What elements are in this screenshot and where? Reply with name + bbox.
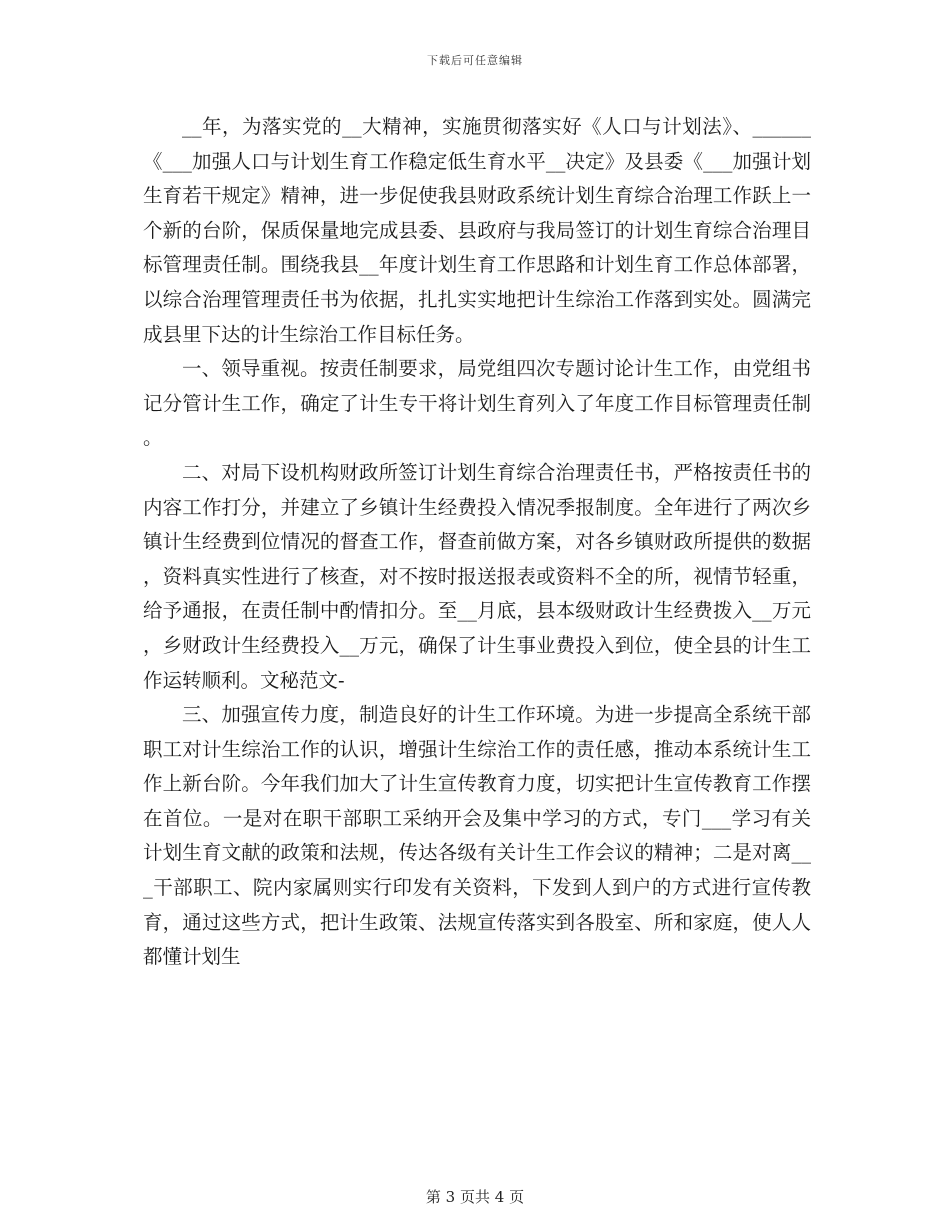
document-body [143, 110, 811, 975]
paragraph-item-1: 一、领导重视。按责任制要求，局党组四次专题讨论计生工作，由党组书记分管计生工作，确定了计生专干将计划生育列入了年度工作目标管理责任制。 [143, 357, 811, 450]
page-header: 下载后可任意编辑 [427, 54, 523, 67]
paragraph-item-3: 三、加强宣传力度，制造良好的计生工作环境。为进一步提高全系统干部职工对计生综治工作的认识，增强计生综治工作的责任感，推动本系统计生工作上新台阶。今年我们加大了计生宣传教育力度，切实把计生宣传教育工作摆在首位。一是对在职干部职工采纳开会及集中学习的方式，专门___学习有关计划生育文献的政策和法规，传达各级有关计生工作会议的精神；二是对离___干部职工、院内家属则实行印发有关资料，下发到人到户的方式进行宣传教育，通过这些方式，把计生政策、法规宣传落实到各股室、所和家庭，使人人都懂计划生 [143, 703, 811, 969]
paragraph-item-2: 二、对局下设机构财政所签订计划生育综合治理责任书，严格按责任书的内容工作打分，并建立了乡镇计生经费投入情况季报制度。全年进行了两次乡镇计生经费到位情况的督查工作，督查前做方案，对各乡镇财政所提供的数据，资料真实性进行了核查，对不按时报送报表或资料不全的所，视情节轻重，给予通报，在责任制中酌情扣分。至__月底，县本级财政计生经费拨入__万元，乡财政计生经费投入__万元，确保了计生事业费投入到位，使全县的计生工作运转顺利。文秘范文- [143, 460, 811, 692]
paragraph-intro: __年，为落实党的__大精神，实施贯彻落实好《人口与计划法》、______《___加强人口与计划生育工作稳定低生育水平__决定》及县委《___加强计划生育若干规定》精神，进一步促使我县财政系统计划生育综合治理工作跃上一个新的台阶，保质保量地完成县委、县政府与我局签订的计划生育综合治理目标管理责任制。围绕我县__年度计划生育工作思路和计划生育工作总体部署，以综合治理管理责任书为依据，扎扎实实地把计生综治工作落到实处。圆满完成县里下达的计生综治工作目标任务。 [143, 115, 811, 346]
page-footer: 第 3 页共 4 页 [425, 1188, 525, 1206]
